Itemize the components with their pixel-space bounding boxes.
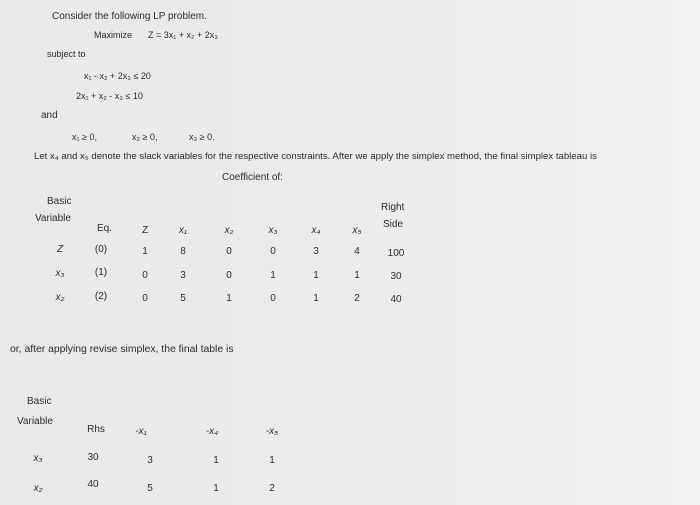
row0-x2: 0 [226, 246, 232, 257]
row1-x3: 1 [270, 270, 276, 281]
right-side-header-1: Right [381, 202, 405, 213]
t2-row1-neg-x5: 2 [269, 483, 275, 494]
coefficient-header: Coefficient of: [222, 172, 283, 183]
problem-intro: Consider the following LP problem. [52, 11, 207, 22]
variable-label: Variable [35, 213, 71, 224]
t2-row1-neg-x1: 5 [147, 483, 153, 494]
t2-row0-basic: x₃ [33, 453, 43, 464]
t2-row1-neg-x4: 1 [213, 483, 219, 494]
nonneg-x1: x₁ ≥ 0, [72, 132, 97, 142]
and-label: and [41, 110, 58, 121]
eq-header: Eq. [97, 223, 113, 234]
col-header-x1: x₁ [178, 225, 188, 236]
t2-row0-neg-x4: 1 [213, 455, 219, 466]
col-header-neg-x4: -x₄ [205, 426, 219, 437]
row1-z: 0 [142, 270, 148, 281]
t2-row0-neg-x1: 3 [147, 455, 153, 466]
constraint-2: 2x₁ + x₂ - x₃ ≤ 10 [76, 91, 143, 101]
constraint-1: x₁ - x₂ + 2x₃ ≤ 20 [84, 71, 151, 81]
row2-rhs: 40 [390, 294, 402, 305]
row1-x5: 1 [354, 270, 360, 281]
objective-function: Z = 3x₁ + x₂ + 2x₃ [148, 30, 218, 40]
row2-x1: 5 [180, 293, 186, 304]
row1-x4: 1 [313, 270, 319, 281]
rhs-header: Rhs [87, 424, 105, 435]
slack-description: Let x₄ and x₅ denote the slack variables for the respective constraints. After we apply the simplex method, the final simplex tableau is [34, 151, 597, 162]
col-header-x4: x₄ [311, 225, 321, 236]
nonneg-x3: x₃ ≥ 0. [189, 132, 215, 142]
t2-row1-rhs: 40 [87, 479, 99, 490]
basic-label-2: Basic [27, 396, 52, 407]
row2-z: 0 [142, 293, 148, 304]
col-header-x2: x₂ [224, 225, 234, 236]
row2-basic: x₂ [55, 292, 65, 303]
revised-simplex-text: or, after applying revise simplex, the final table is [10, 344, 234, 355]
col-header-z: Z [141, 225, 149, 236]
row1-basic: x₃ [55, 268, 65, 279]
col-header-x3: x₃ [268, 225, 278, 236]
row1-eq: (1) [94, 267, 108, 278]
row1-x2: 0 [226, 270, 232, 281]
row1-x1: 3 [180, 270, 186, 281]
col-header-neg-x5: -x₅ [265, 426, 279, 437]
row2-x4: 1 [313, 293, 319, 304]
row2-eq: (2) [94, 291, 108, 302]
right-side-header-2: Side [383, 219, 404, 230]
subject-to-label: subject to [47, 49, 86, 59]
row0-x1: 8 [180, 246, 186, 257]
row0-x3: 0 [270, 246, 276, 257]
row2-x3: 0 [270, 293, 276, 304]
col-header-neg-x1: -x₁ [135, 426, 147, 437]
row2-x2: 1 [226, 293, 232, 304]
t2-row1-basic: x₂ [33, 483, 43, 494]
basic-label: Basic [47, 196, 72, 207]
maximize-label: Maximize [94, 30, 133, 40]
row0-eq: (0) [94, 244, 108, 255]
row0-z: 1 [142, 246, 148, 257]
row0-rhs: 100 [387, 248, 405, 259]
row1-rhs: 30 [390, 271, 402, 282]
row2-x5: 2 [354, 293, 360, 304]
row0-x4: 3 [313, 246, 319, 257]
row0-basic: Z [56, 244, 64, 255]
row0-x5: 4 [354, 246, 360, 257]
t2-row0-neg-x5: 1 [269, 455, 275, 466]
variable-label-2: Variable [17, 416, 53, 427]
nonneg-x2: x₂ ≥ 0, [132, 132, 158, 142]
col-header-x5: x₅ [352, 225, 362, 236]
t2-row0-rhs: 30 [87, 452, 99, 463]
